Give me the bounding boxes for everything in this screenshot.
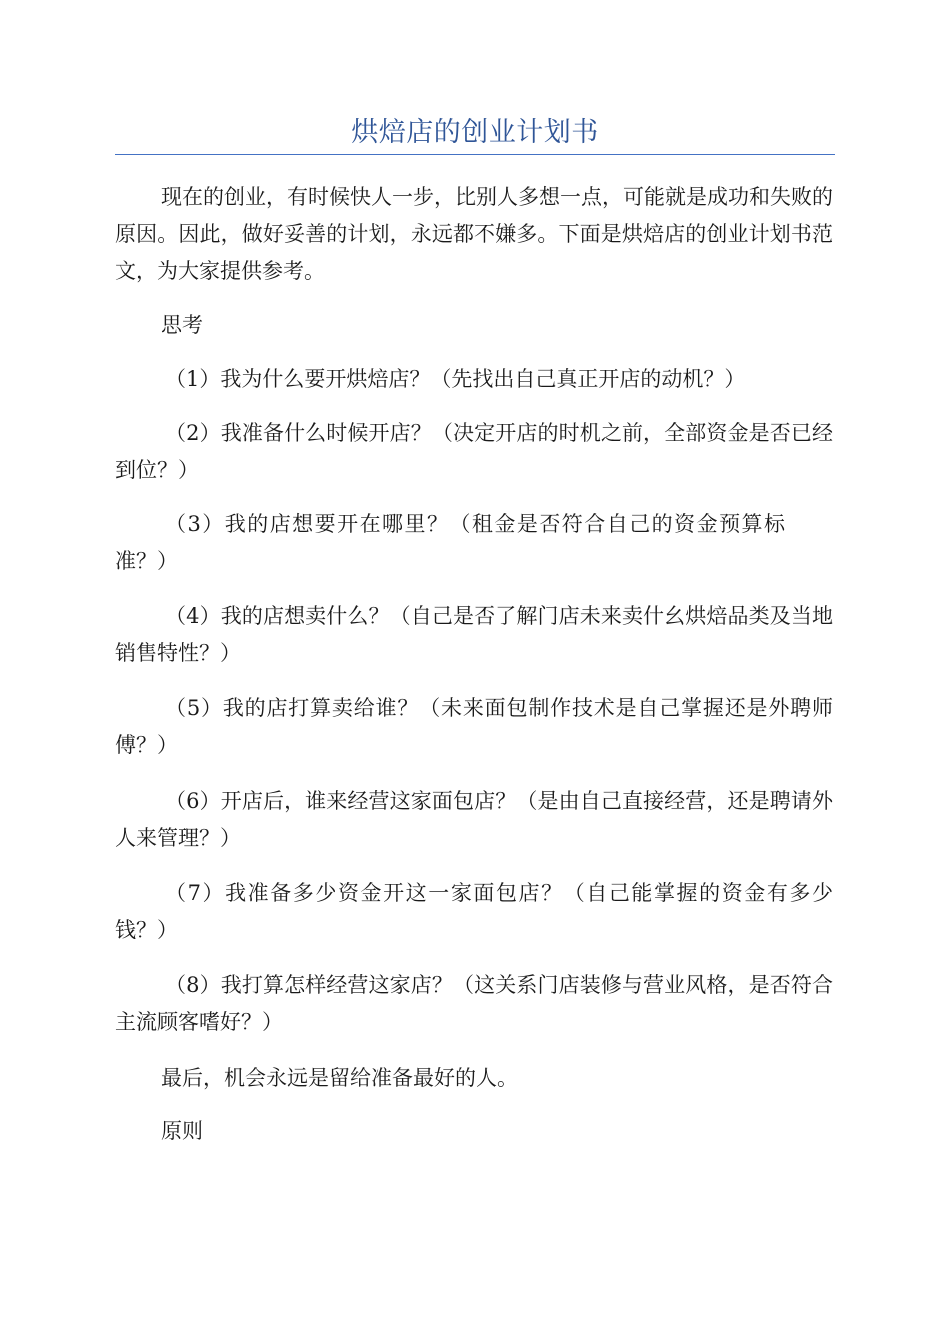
question-item: （1）我为什么要开烘焙店？（先找出自己真正开店的动机？） (165, 367, 746, 391)
question-item: （8）我打算怎样经营这家店？（这关系门店装修与营业风格，是否符合主流顾客嗜好？） (115, 973, 833, 1034)
question-item: （6）开店后，谁来经营这家面包店？（是由自己直接经营，还是聘请外人来管理？） (115, 789, 833, 850)
document-title: 烘焙店的创业计划书 (351, 117, 599, 148)
section-heading-principle: 原则 (161, 1119, 203, 1143)
question-item: （3）我的店想要开在哪里？（租金是否符合自己的资金预算标准？） (115, 512, 785, 573)
question-item: （2）我准备什么时候开店？（决定开店的时机之前，全部资金是否已经到位？） (115, 421, 833, 482)
question-item: （4）我的店想卖什么？（自己是否了解门店未来卖什幺烘焙品类及当地销售特性？） (115, 604, 833, 665)
intro-paragraph: 现在的创业，有时候快人一步，比别人多想一点，可能就是成功和失败的原因。因此，做好妥善的计划，永远都不嫌多。下面是烘焙店的创业计划书范文，为大家提供参考。 (115, 185, 833, 283)
title-underline (115, 154, 835, 155)
closing-paragraph: 最后，机会永远是留给准备最好的人。 (161, 1066, 518, 1090)
question-item: （5）我的店打算卖给谁？（未来面包制作技术是自己掌握还是外聘师傅？） (115, 696, 833, 757)
section-heading-think: 思考 (161, 313, 203, 337)
question-item: （7）我准备多少资金开这一家面包店？（自己能掌握的资金有多少钱？） (115, 881, 833, 942)
